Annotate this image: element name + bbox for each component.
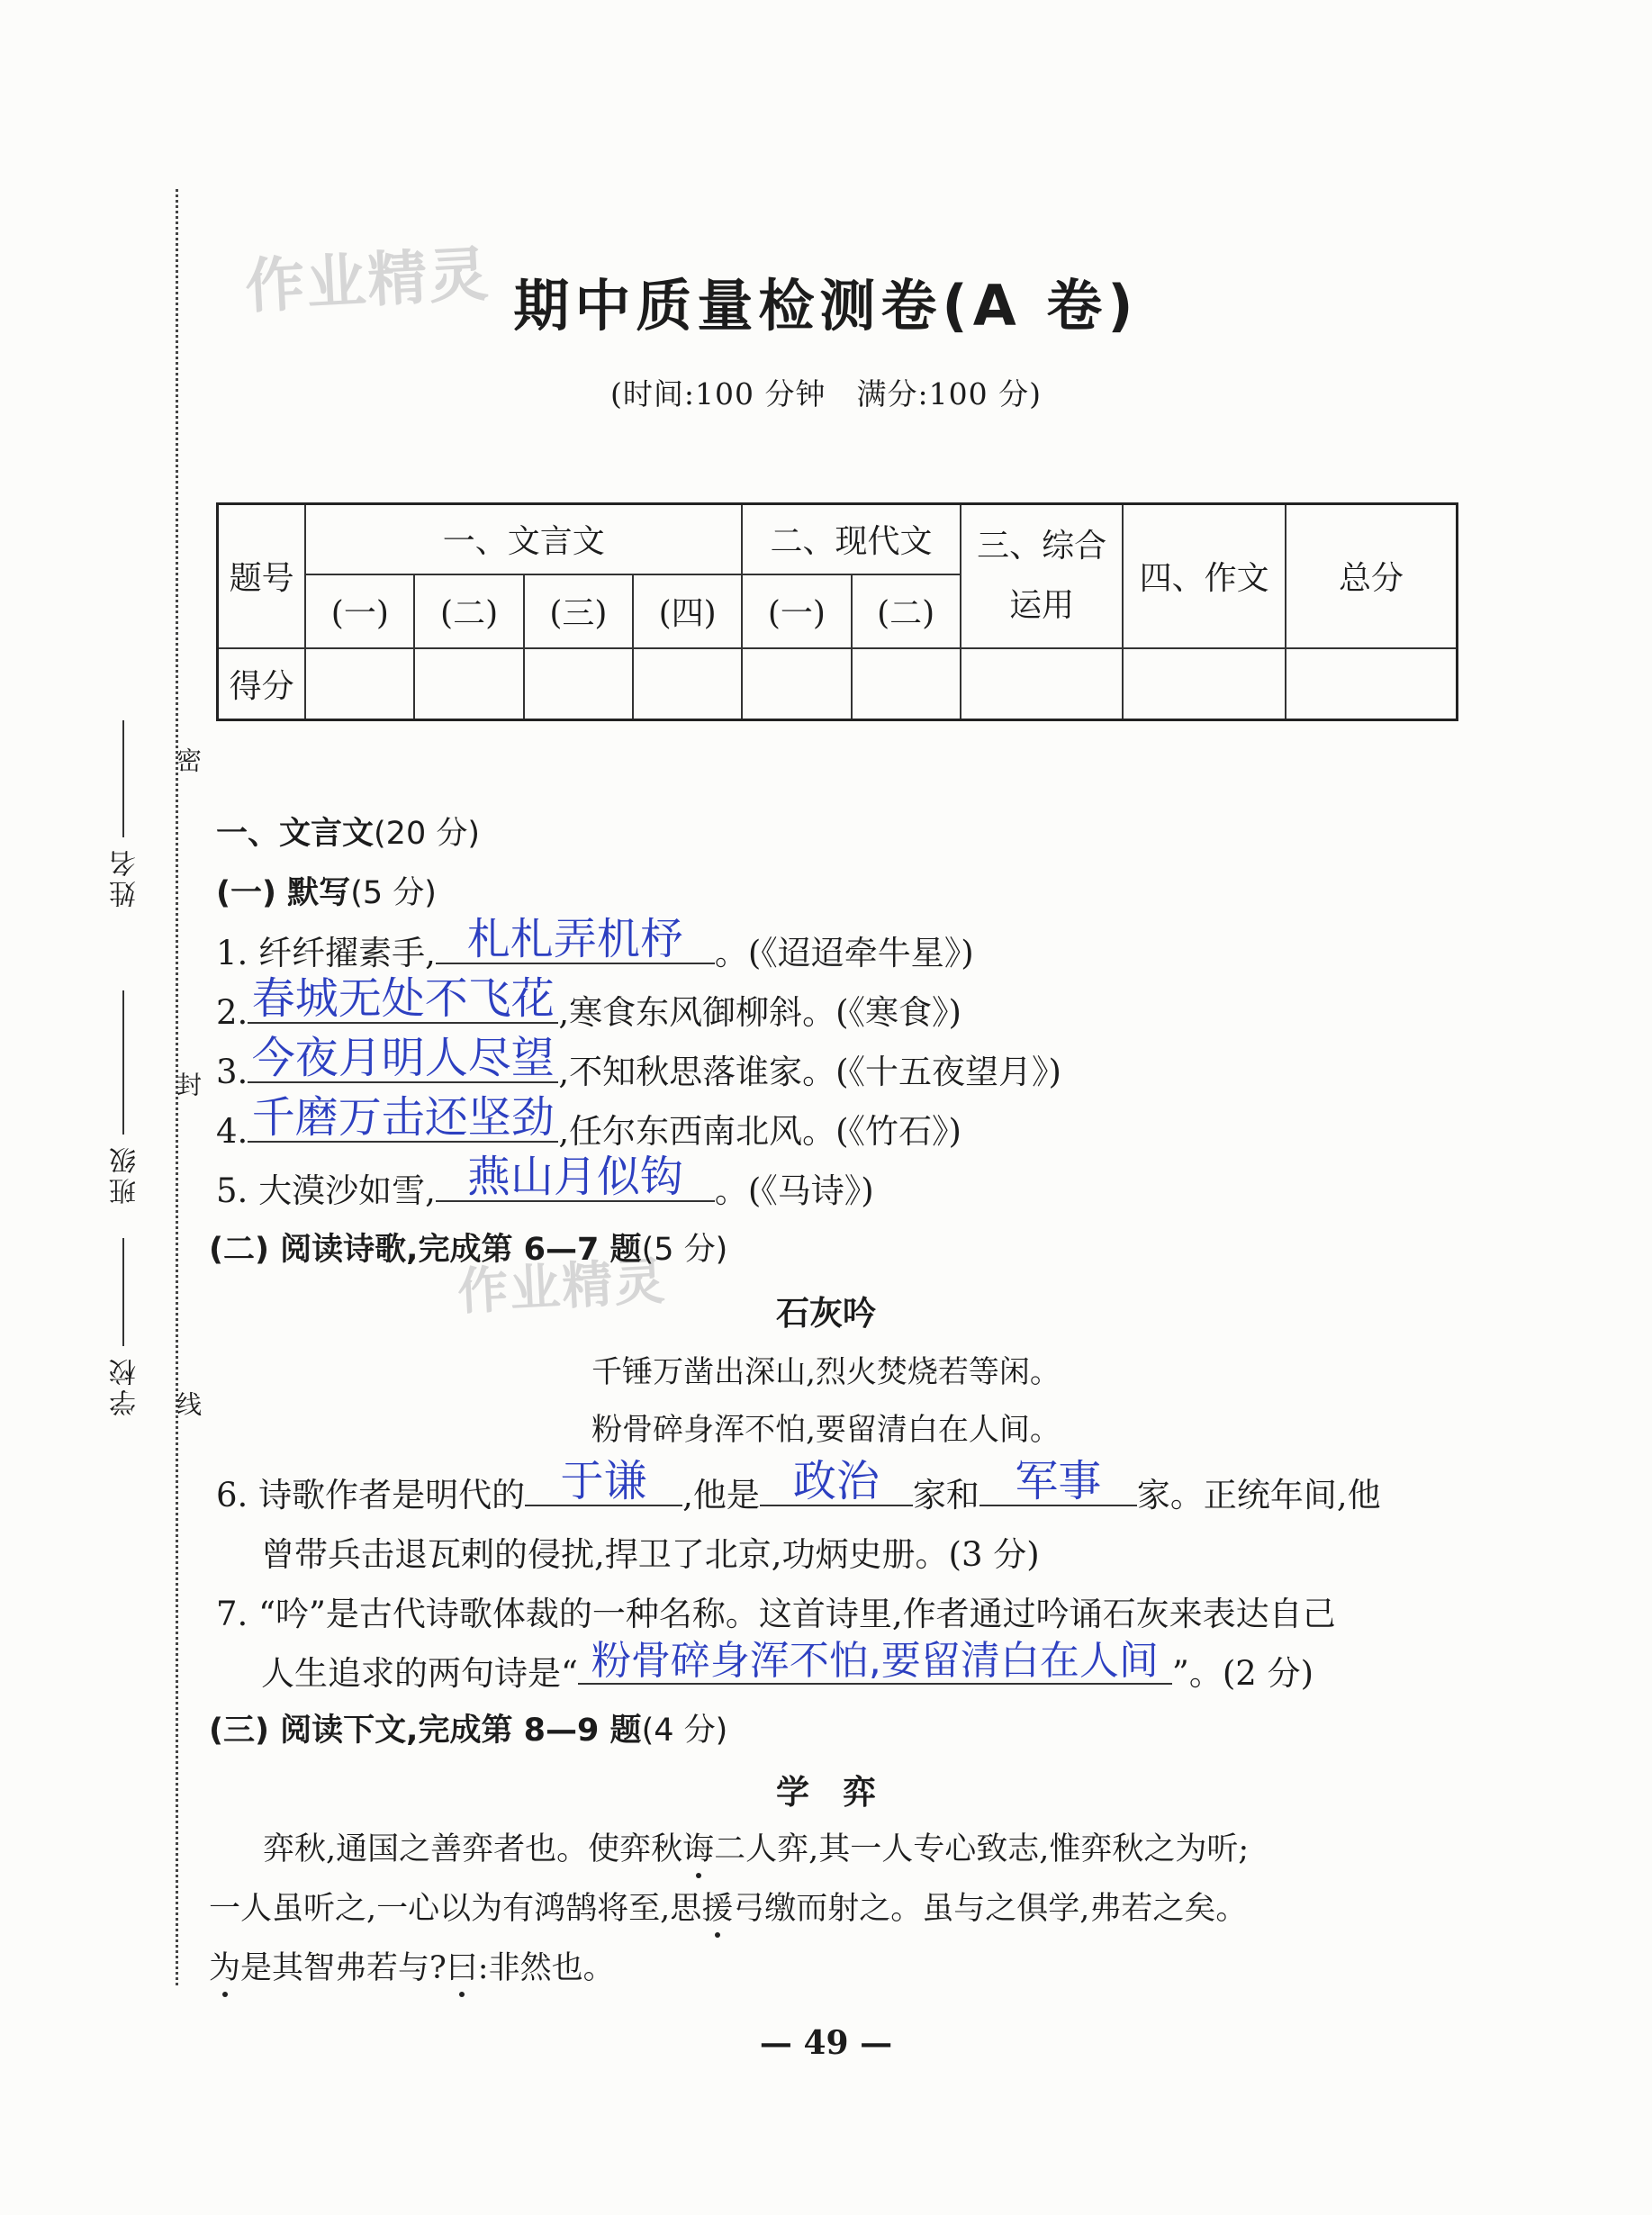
header-question-number: 题号 [218,504,306,648]
answer-blank-2[interactable]: 春城无处不飞花 [248,988,558,1024]
header-composition: 四、作文 [1123,504,1286,648]
seal-char-feng: 封 [173,1071,203,1097]
header-comprehensive: 三、综合 运用 [961,504,1124,648]
answer-blank-6a[interactable]: 于谦 [525,1470,682,1506]
answer-blank-6b[interactable]: 政治 [760,1470,913,1506]
score-cell[interactable] [961,648,1124,720]
passage-line-3: 为是其智弗若与?曰:非然也。 [209,1950,615,1986]
answer-blank-7[interactable]: 粉骨碎身浑不怕,要留清白在人间 [578,1649,1172,1685]
score-cell[interactable] [633,648,742,720]
question-7-line-2: 人生追求的两句诗是“ 粉骨碎身浑不怕,要留清白在人间 ”。(2 分) [261,1638,1314,1693]
score-cell[interactable] [742,648,851,720]
poem-title: 石灰吟 [776,1294,876,1333]
page-number: — 49 — [759,2024,893,2062]
header-classical-chinese: 一、文言文 [305,504,742,574]
score-cell[interactable] [852,648,961,720]
watermark-top: 作业精灵 [243,239,492,322]
question-5: 5. 大漠沙如雪, 燕山月似钩 。(《马诗》) [216,1152,874,1210]
question-6-line-2: 曾带兵击退瓦剌的侵扰,捍卫了北京,功炳史册。(3 分) [261,1535,1040,1574]
seal-char-xian: 线 [173,1391,203,1416]
exam-info: (时间:100 分钟 满分:100 分) [610,376,1042,411]
sub-header-1-4: (四) [633,574,742,648]
score-row-label: 得分 [218,648,306,720]
answer-blank-3[interactable]: 今夜月明人尽望 [248,1047,558,1083]
header-total: 总分 [1286,504,1458,648]
answer-blank-1[interactable]: 札札弄机杼 [436,928,715,964]
score-table [216,502,1458,721]
poem-line-2: 粉骨碎身浑不怕,要留清白在人间。 [591,1412,1061,1448]
sub-header-1-1: (一) [305,574,414,648]
sub-header-2-1: (一) [742,574,851,648]
part-2-heading: (二) 阅读诗歌,完成第 6—7 题(5 分) [209,1232,728,1268]
class-line[interactable] [122,990,124,1135]
part-1-heading: (一) 默写(5 分) [216,875,437,911]
passage-line-2: 一人虽听之,一心以为有鸿鹄将至,思援弓缴而射之。虽与之俱学,弗若之矣。 [209,1891,1248,1927]
passage-title: 学 弈 [776,1773,876,1812]
answer-blank-6c[interactable]: 军事 [979,1470,1137,1506]
page-title: 期中质量检测卷(A 卷) [513,273,1139,339]
class-label: 班级 [110,1144,141,1205]
score-cell[interactable] [414,648,523,720]
name-line[interactable] [122,720,124,837]
question-4: 4. 千磨万击还坚劲 ,任尔东西南北风。(《竹石》) [216,1092,961,1151]
answer-blank-5[interactable]: 燕山月似钩 [436,1166,715,1202]
score-cell[interactable] [1123,648,1286,720]
question-1: 1. 纤纤擢素手, 札札弄机杼 。(《迢迢牵牛星》) [216,914,974,972]
sub-header-1-3: (三) [524,574,633,648]
sub-header-1-2: (二) [414,574,523,648]
seal-char-mi: 密 [173,747,203,773]
question-6: 6. 诗歌作者是明代的 于谦 ,他是 政治 家和 军事 家。正统年间,他 [216,1456,1381,1514]
sub-header-2-2: (二) [852,574,961,648]
question-3: 3. 今夜月明人尽望 ,不知秋思落谁家。(《十五夜望月》) [216,1033,1061,1091]
watermark-middle: 作业精灵 [456,1252,668,1323]
question-7: 7. “吟”是古代诗歌体裁的一种名称。这首诗里,作者通过吟诵石灰来表达自己 [216,1595,1336,1633]
school-label: 学校 [110,1355,141,1416]
name-label: 姓名 [110,846,141,908]
score-cell[interactable] [524,648,633,720]
answer-blank-4[interactable]: 千磨万击还坚劲 [248,1107,558,1143]
score-cell[interactable] [1286,648,1458,720]
section-1-heading: 一、文言文(20 分) [216,816,480,852]
poem-line-1: 千锤万凿出深山,烈火焚烧若等闲。 [591,1354,1061,1390]
header-modern-text: 二、现代文 [742,504,961,574]
part-3-heading: (三) 阅读下文,完成第 8—9 题(4 分) [209,1713,728,1749]
passage-line-1: 弈秋,通国之善弈者也。使弈秋诲二人弈,其一人专心致志,惟弈秋之为听; [263,1831,1250,1867]
score-cell[interactable] [305,648,414,720]
question-2: 2. 春城无处不飞花 ,寒食东风御柳斜。(《寒食》) [216,973,961,1032]
